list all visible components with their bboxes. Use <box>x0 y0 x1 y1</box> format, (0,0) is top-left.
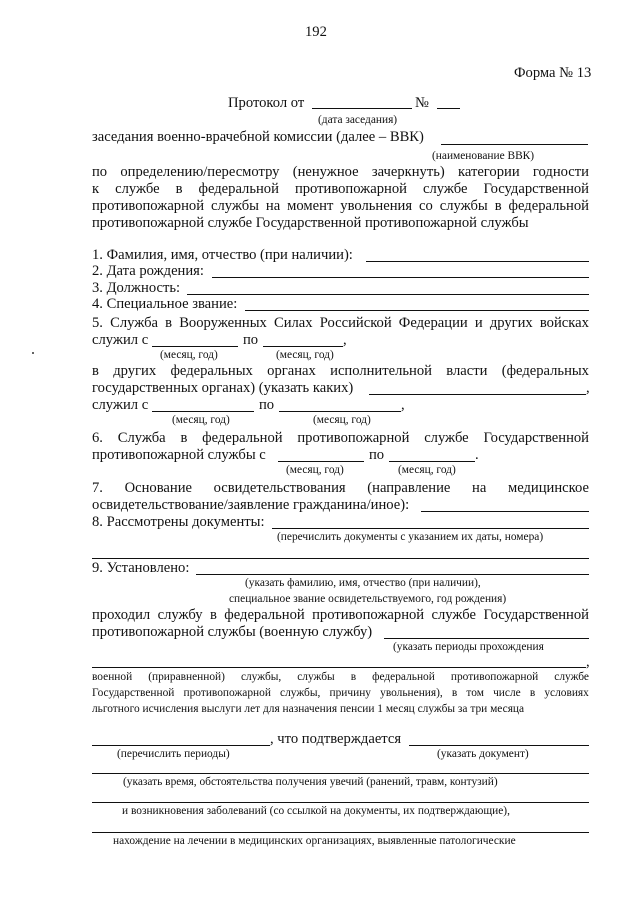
periods-field[interactable] <box>92 745 270 746</box>
armed-forces-to-field[interactable] <box>263 346 343 347</box>
confirming-document-field[interactable] <box>409 745 589 746</box>
served-to-label: по <box>369 447 385 463</box>
item-8-label: 8. Рассмотрены документы: <box>92 514 265 530</box>
diseases-field[interactable] <box>92 802 589 803</box>
small-line-1: военной (приравненной) службы, службы в федеральной противопожарной службе <box>92 671 589 683</box>
item-3-label: 3. Должность: <box>92 280 181 296</box>
special-rank-field[interactable] <box>245 310 589 311</box>
scan-speck <box>32 352 34 354</box>
form-label: Форма № 13 <box>514 65 592 81</box>
list-periods-hint: (перечислить периоды) <box>117 748 230 760</box>
served-from-label: служил с <box>92 332 149 348</box>
protocol-date-line[interactable] <box>312 108 412 109</box>
vvk-hint: (наименование ВВК) <box>432 150 535 162</box>
served-from-label: служил с <box>92 397 149 413</box>
vvk-name-line[interactable] <box>441 144 588 145</box>
birth-date-field[interactable] <box>212 277 589 278</box>
session-line: заседания военно-врачебной комиссии (далее – ВВК) <box>92 129 424 145</box>
date-hint: (дата заседания) <box>318 114 398 126</box>
injuries-hint: (указать время, обстоятельства получения увечий (ранений, травм, контузий) <box>123 776 498 788</box>
comma-mark: , <box>343 332 347 348</box>
service-line-2: противопожарной службы (военную службу) <box>92 624 373 640</box>
other-organs-to-field[interactable] <box>279 411 401 412</box>
served-to-label: по <box>259 397 275 413</box>
documents-hint: (перечислить документы с указанием их даты, номера) <box>277 531 544 543</box>
purpose-line-3: противопожарной службы на момент увольнения со службы в федеральной <box>92 198 589 214</box>
examination-basis-field[interactable] <box>421 511 589 512</box>
item-4-label: 4. Специальное звание: <box>92 296 238 312</box>
purpose-line-1: по определению/пересмотру (ненужное зачеркнуть) категории годности <box>92 164 589 180</box>
established-hint-2: специальное звание освидетельствуемого, год рождения) <box>229 593 507 605</box>
diseases-hint: и возникновения заболеваний (со ссылкой на документы, их подтверждающие), <box>122 805 510 817</box>
established-field[interactable] <box>196 574 589 575</box>
treatment-field[interactable] <box>92 832 589 833</box>
service-periods-hint: (указать периоды прохождения <box>393 641 544 653</box>
month-year-hint: (месяц, год) <box>313 414 371 426</box>
item-1-label: 1. Фамилия, имя, отчество (при наличии): <box>92 247 353 263</box>
documents-field-continued[interactable] <box>92 558 589 559</box>
comma-mark: , <box>586 380 590 396</box>
month-year-hint: (месяц, год) <box>160 349 218 361</box>
period-mark: . <box>475 447 479 463</box>
month-year-hint: (месяц, год) <box>172 414 230 426</box>
position-field[interactable] <box>187 294 589 295</box>
documents-field[interactable] <box>272 528 589 529</box>
full-name-field[interactable] <box>366 261 589 262</box>
protocol-number-sign: № <box>415 95 429 111</box>
comma-mark: , <box>401 397 405 413</box>
document-hint: (указать документ) <box>437 748 529 760</box>
served-to-label: по <box>243 332 259 348</box>
armed-forces-from-field[interactable] <box>152 346 238 347</box>
small-line-2: Государственной противопожарной службы, причину увольнения), в том числе в условиях <box>92 687 589 699</box>
protocol-number-line[interactable] <box>437 108 460 109</box>
other-organs-field[interactable] <box>369 394 586 395</box>
month-year-hint: (месяц, год) <box>276 349 334 361</box>
item-7-line-2: освидетельствование/заявление гражданина/иное): <box>92 497 410 513</box>
service-line-1: проходил службу в федеральной противопожарной службе Государственной <box>92 607 589 623</box>
item-5-other-line-1: в других федеральных органах исполнительной власти (федеральных <box>92 363 589 379</box>
service-periods-field[interactable] <box>384 638 589 639</box>
injuries-field[interactable] <box>92 773 589 774</box>
item-7-line-1: 7. Основание освидетельствования (направление на медицинское <box>92 480 589 496</box>
purpose-line-4: противопожарной службе Государственной противопожарной службы <box>92 215 529 231</box>
page-number: 192 <box>305 24 327 40</box>
service-periods-field-continued[interactable] <box>92 667 586 668</box>
confirmed-label: , что подтверждается <box>270 731 402 747</box>
purpose-line-2: к службе в федеральной противопожарной службе Государственной <box>92 181 589 197</box>
small-line-3: льготного исчисления выслуги лет для назначения пенсии 1 месяц службы за три месяца <box>92 703 525 715</box>
comma-mark: , <box>586 654 590 670</box>
item-2-label: 2. Дата рождения: <box>92 263 204 279</box>
month-year-hint: (месяц, год) <box>398 464 456 476</box>
item-5-line-1: 5. Служба в Вооруженных Силах Российской Федерации и других войсках <box>92 315 589 331</box>
item-9-label: 9. Установлено: <box>92 560 190 576</box>
month-year-hint: (месяц, год) <box>286 464 344 476</box>
item-5-other-line-2: государственных органах) (указать каких) <box>92 380 354 396</box>
established-hint-1: (указать фамилию, имя, отчество (при наличии), <box>245 577 481 589</box>
fire-service-from-field[interactable] <box>278 461 364 462</box>
item-6-line-2: противопожарной службы с <box>92 447 266 463</box>
other-organs-from-field[interactable] <box>152 411 254 412</box>
treatment-hint: нахождение на лечении в медицинских организациях, выявленные патологические <box>113 835 516 847</box>
item-6-line-1: 6. Служба в федеральной противопожарной службе Государственной <box>92 430 589 446</box>
fire-service-to-field[interactable] <box>389 461 475 462</box>
protocol-from-label: Протокол от <box>228 95 305 111</box>
